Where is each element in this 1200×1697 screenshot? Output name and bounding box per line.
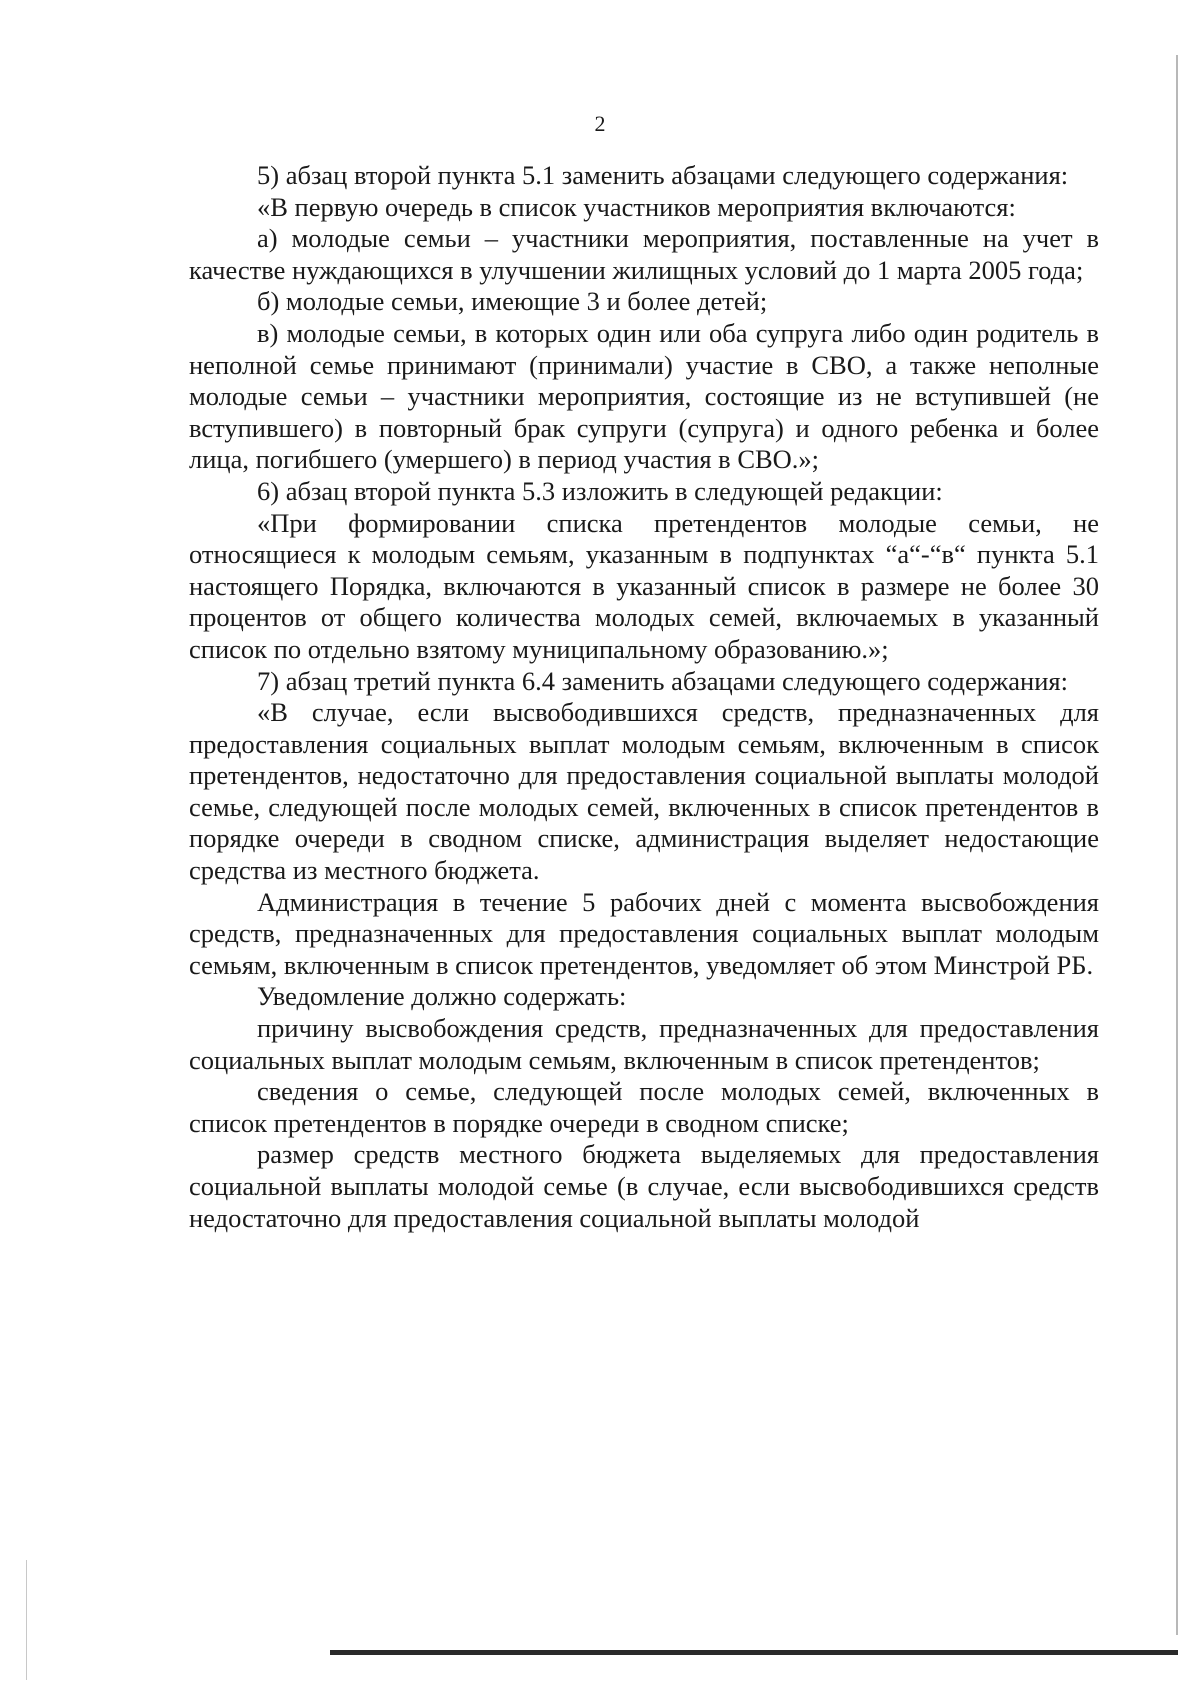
paragraph-priority-list-intro: «В первую очередь в список участников мероприятия включаются: — [257, 191, 1016, 222]
paragraph-candidate-list: «При формировании списка претендентов молодые семьи, не относящиеся к молодым семьям, указанным в подпунктах “а“-“в“ пункта 5.1 настоящего Порядка, включаются в указанный список в размере не более 30 процентов от общего количества молодых семей, включаемых в указанный список по отдельно взятому муниципальному образованию.»; — [189, 507, 1099, 664]
paragraph-item-5: 5) абзац второй пункта 5.1 заменить абзацами следующего содержания: — [257, 160, 1069, 190]
paragraph-subitem-v: в) молодые семьи, в которых один или оба супруга либо один родитель в неполной семье принимают (принимали) участие в СВО, а также неполные молодые семьи – участники мероприятия, состоящие из не вступившей (не вступившего) в повторный брак супруги (супруга) и одного ребенка и более лица, погибшего (умершего) в период участия в СВО.»; — [189, 317, 1099, 475]
paragraph-subitem-a: а) молодые семьи – участники мероприятия, поставленные на учет в качестве нуждающихся в улучшении жилищных условий до 1 марта 2005 года; — [189, 223, 1099, 285]
document-body — [189, 160, 1099, 1234]
scan-edge-bottom — [330, 1650, 1178, 1655]
paragraph-notice-budget-amount: размер средств местного бюджета выделяемых для предоставления социальной выплаты молодой семье (в случае, если высвободившихся средств недостаточно для предоставления социальной выплаты молодой — [189, 1139, 1099, 1233]
paragraph-item-6: 6) абзац второй пункта 5.3 изложить в следующей редакции: — [257, 475, 943, 506]
paragraph-released-funds: «В случае, если высвободившихся средств, предназначенных для предоставления социальных выплат молодым семьям, включенным в список претендентов, недостаточно для предоставления социальной выплаты молодой семье, следующей после молодых семей, включенных в список претендентов в порядке очереди в сводном списке, администрация выделяет недостающие средства из местного бюджета. — [189, 697, 1099, 886]
paragraph-administration-notice: Администрация в течение 5 рабочих дней с момента высвобождения средств, предназначенных для предоставления социальных выплат молодым семьям, включенным в список претендентов, уведомляет об этом Минстрой РБ. — [189, 886, 1099, 980]
paragraph-notice-family-info: сведения о семье, следующей после молодых семей, включенных в список претендентов в порядке очереди в сводном списке; — [189, 1076, 1099, 1138]
page-number: 2 — [594, 111, 606, 136]
paragraph-subitem-b: б) молодые семьи, имеющие 3 и более детей; — [257, 286, 768, 317]
scan-edge-left — [26, 1560, 27, 1680]
scan-edge-right — [1176, 55, 1178, 1635]
paragraph-notice-contents: Уведомление должно содержать: — [257, 981, 627, 1012]
paragraph-notice-reason: причину высвобождения средств, предназначенных для предоставления социальных выплат молодым семьям, включенным в список претендентов; — [189, 1013, 1099, 1075]
paragraph-item-7: 7) абзац третий пункта 6.4 заменить абзацами следующего содержания: — [257, 665, 1068, 696]
